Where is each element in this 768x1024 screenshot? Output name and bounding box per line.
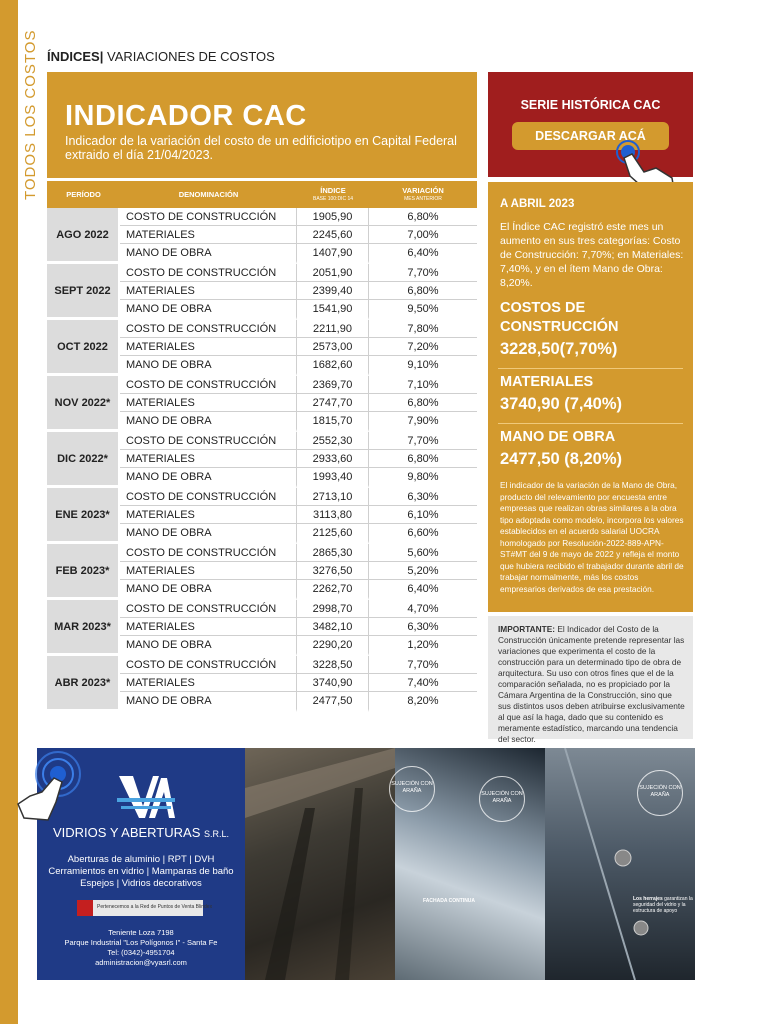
index-cell: 2477,50 — [297, 692, 369, 712]
ad-company: VIDRIOS Y ABERTURAS S.R.L. — [52, 825, 230, 840]
period-cell: NOV 2022* — [47, 376, 120, 432]
index-cell: 3482,10 — [297, 618, 369, 636]
variation-cell: 7,20% — [369, 338, 477, 356]
variation-cell: 6,80% — [369, 282, 477, 300]
period-cell: AGO 2022 — [47, 208, 120, 264]
variation-cell: 9,50% — [369, 300, 477, 320]
hand-pointer-icon — [12, 746, 102, 826]
denomination-cell: MANO DE OBRA — [120, 244, 297, 264]
stamp-badge: SUJECIÓN CON ARAÑA — [389, 766, 435, 812]
info-note: El indicador de la variación de la Mano de Obra, producto del relevamiento por encuesta entre empresas que realizan obras similares a la obra tipo adoptada como modelo, incorpora los valores establecidos en el acuerdo salarial UOCRA homologado por Resolución-2022-889-APN- ST#MT del 9 de mayo de 2022 y refleja el monto que hubiera recibido el trabajador durante abril de trabajar normalmente, más los costos empresarios derivados de esa prestación. — [500, 480, 684, 594]
index-cell: 2211,90 — [297, 320, 369, 338]
variation-cell: 6,30% — [369, 488, 477, 506]
section-label: ÍNDICES — [47, 49, 100, 64]
denomination-cell: COSTO DE CONSTRUCCIÓN — [120, 488, 297, 506]
info-box — [488, 182, 693, 612]
denomination-cell: COSTO DE CONSTRUCCIÓN — [120, 600, 297, 618]
denomination-cell: COSTO DE CONSTRUCCIÓN — [120, 376, 297, 394]
variation-cell: 6,60% — [369, 524, 477, 544]
period-cell: SEPT 2022 — [47, 264, 120, 320]
variation-cell: 6,80% — [369, 394, 477, 412]
variation-cell: 6,80% — [369, 450, 477, 468]
table-row — [47, 208, 477, 226]
period-cell: ABR 2023* — [47, 656, 120, 712]
denomination-cell: MATERIALES — [120, 226, 297, 244]
mano-label: MANO DE OBRA — [500, 429, 616, 445]
denomination-cell: MANO DE OBRA — [120, 300, 297, 320]
denomination-cell: MATERIALES — [120, 618, 297, 636]
period-cell: MAR 2023* — [47, 600, 120, 656]
variation-cell: 7,40% — [369, 674, 477, 692]
index-cell: 2290,20 — [297, 636, 369, 656]
ad-photo-2 — [391, 748, 545, 980]
variation-cell: 7,70% — [369, 264, 477, 282]
costos-label: COSTOS DE CONSTRUCCIÓN — [500, 300, 619, 335]
index-cell: 1407,90 — [297, 244, 369, 264]
important-box — [488, 616, 693, 744]
materiales-label: MATERIALES — [500, 374, 594, 390]
denomination-cell: COSTO DE CONSTRUCCIÓN — [120, 544, 297, 562]
period-cell: DIC 2022* — [47, 432, 120, 488]
ad-photo-3 — [545, 748, 695, 980]
photo-caption: Los herrajes garantizan la seguridad del vidrio y la estructura de apoyo — [633, 896, 693, 914]
denomination-cell: MANO DE OBRA — [120, 524, 297, 544]
serie-title: SERIE HISTÓRICA CAC — [520, 98, 661, 112]
section-header — [47, 49, 275, 64]
denomination-cell: MATERIALES — [120, 674, 297, 692]
variation-cell: 9,10% — [369, 356, 477, 376]
page-subtitle: Indicador de la variación del costo de un edificiotipo en Capital Federal extraido el día 21/04/2023. — [65, 134, 457, 162]
important-body: El Indicador del Costo de la Construcción únicamente pretende representar las variaciones que experimenta el costo de la construcción para un determinado tipo de obra de arquitectura. Su uso con otros fines que el de la comparación señalada, no es propiciado por la Cámara Argentina de la Construcción, sino que sus distintos usos deben atribuirse exclusivamente al que así la haga, dado que su contenido es meramente estadístico, marcando una tendencia del sector. — [498, 624, 685, 744]
denomination-cell: MANO DE OBRA — [120, 356, 297, 376]
table-row — [47, 320, 477, 338]
divider — [498, 423, 683, 424]
variation-cell: 9,80% — [369, 468, 477, 488]
ad-services: Aberturas de aluminio | RPT | DVH Cerramientos en vidrio | Mamparas de baño Espejos | Vidrios decorativos — [48, 854, 234, 889]
variation-cell: 7,70% — [369, 656, 477, 674]
index-cell: 1541,90 — [297, 300, 369, 320]
hero-banner — [47, 72, 477, 178]
index-cell: 3740,90 — [297, 674, 369, 692]
denomination-cell: MANO DE OBRA — [120, 692, 297, 712]
header-index: ÍNDICE BASE 100:DIC 14 — [297, 181, 369, 208]
denomination-cell: MANO DE OBRA — [120, 636, 297, 656]
photo-caption: FACHADA CONTINUA — [423, 898, 476, 904]
index-cell: 3276,50 — [297, 562, 369, 580]
variation-cell: 5,20% — [369, 562, 477, 580]
denomination-cell: MANO DE OBRA — [120, 412, 297, 432]
section-separator: | — [99, 49, 104, 64]
variation-cell: 1,20% — [369, 636, 477, 656]
variation-cell: 7,90% — [369, 412, 477, 432]
index-cell: 2933,60 — [297, 450, 369, 468]
stamp-badge: SUJECIÓN CON ARAÑA — [637, 770, 683, 816]
divider — [498, 368, 683, 369]
denomination-cell: COSTO DE CONSTRUCCIÓN — [120, 656, 297, 674]
download-button[interactable]: DESCARGAR ACÁ — [512, 122, 669, 150]
period-cell: OCT 2022 — [47, 320, 120, 376]
table-row — [47, 544, 477, 562]
variation-cell: 6,40% — [369, 244, 477, 264]
table-header-row — [47, 181, 477, 208]
index-cell: 1905,90 — [297, 208, 369, 226]
denomination-cell: MATERIALES — [120, 450, 297, 468]
mano-value: 2477,50 (8,20%) — [500, 450, 623, 468]
info-intro: El Índice CAC registró este mes un aumento en sus tres categorías: Costo de Construcción: 7,70%; en Materiales: 7,40%, y en el ítem Mano de Obra: 8,20%. — [500, 221, 684, 289]
header-period: PERÍODO — [47, 181, 120, 208]
denomination-cell: MATERIALES — [120, 282, 297, 300]
variation-cell: 5,60% — [369, 544, 477, 562]
header-denomination: DENOMINACIÓN — [120, 181, 297, 208]
table-row — [47, 376, 477, 394]
table-row — [47, 488, 477, 506]
index-cell: 3228,50 — [297, 656, 369, 674]
page-title: INDICADOR CAC — [65, 100, 307, 132]
va-logo-icon — [115, 772, 177, 824]
index-cell: 2713,10 — [297, 488, 369, 506]
variation-cell: 6,40% — [369, 580, 477, 600]
index-cell: 1815,70 — [297, 412, 369, 432]
index-cell: 2245,60 — [297, 226, 369, 244]
stamp-badge: SUJECIÓN CON ARAÑA — [479, 776, 525, 822]
table-row — [47, 656, 477, 674]
index-cell: 1993,40 — [297, 468, 369, 488]
denomination-cell: MATERIALES — [120, 506, 297, 524]
denomination-cell: MATERIALES — [120, 394, 297, 412]
important-label: IMPORTANTE: — [498, 624, 555, 634]
denomination-cell: MATERIALES — [120, 562, 297, 580]
variation-cell: 7,10% — [369, 376, 477, 394]
index-cell: 2369,70 — [297, 376, 369, 394]
index-cell: 2865,30 — [297, 544, 369, 562]
sidebar-label: TODOS LOS COSTOS — [22, 29, 39, 200]
variation-cell: 6,10% — [369, 506, 477, 524]
variation-cell: 7,80% — [369, 320, 477, 338]
denomination-cell: MANO DE OBRA — [120, 580, 297, 600]
ad-contact: Teniente Loza 7198 Parque Industrial "Los Polígonos I" - Santa Fe Tel: (0342)-4951704 administracion@vyasrl.com — [64, 928, 218, 967]
cac-table — [47, 181, 477, 712]
materiales-value: 3740,90 (7,40%) — [500, 395, 623, 413]
costos-value: 3228,50(7,70%) — [500, 340, 618, 358]
period-cell: ENE 2023* — [47, 488, 120, 544]
index-cell: 3113,80 — [297, 506, 369, 524]
denomination-cell: COSTO DE CONSTRUCCIÓN — [120, 208, 297, 226]
index-cell: 2747,70 — [297, 394, 369, 412]
info-heading: A ABRIL 2023 — [500, 198, 575, 210]
denomination-cell: COSTO DE CONSTRUCCIÓN — [120, 320, 297, 338]
blindex-badge: Pertenecemos a la Red de Puntos de Venta Blindex — [77, 900, 203, 916]
index-cell: 2125,60 — [297, 524, 369, 544]
index-cell: 2051,90 — [297, 264, 369, 282]
table-row — [47, 600, 477, 618]
index-cell: 2552,30 — [297, 432, 369, 450]
variation-cell: 7,00% — [369, 226, 477, 244]
denomination-cell: COSTO DE CONSTRUCCIÓN — [120, 264, 297, 282]
period-cell: FEB 2023* — [47, 544, 120, 600]
header-variation: VARIACIÓN MES ANTERIOR — [369, 181, 477, 208]
advertisement[interactable] — [37, 748, 695, 980]
index-cell: 1682,60 — [297, 356, 369, 376]
variation-cell: 6,30% — [369, 618, 477, 636]
ad-photo-1 — [245, 748, 395, 980]
important-text — [498, 624, 686, 745]
variation-cell: 7,70% — [369, 432, 477, 450]
index-cell: 2399,40 — [297, 282, 369, 300]
index-cell: 2262,70 — [297, 580, 369, 600]
variation-cell: 8,20% — [369, 692, 477, 712]
table-row — [47, 432, 477, 450]
denomination-cell: COSTO DE CONSTRUCCIÓN — [120, 432, 297, 450]
section-title: VARIACIONES DE COSTOS — [107, 49, 275, 64]
variation-cell: 4,70% — [369, 600, 477, 618]
table-row — [47, 264, 477, 282]
denomination-cell: MATERIALES — [120, 338, 297, 356]
index-cell: 2998,70 — [297, 600, 369, 618]
variation-cell: 6,80% — [369, 208, 477, 226]
index-cell: 2573,00 — [297, 338, 369, 356]
denomination-cell: MANO DE OBRA — [120, 468, 297, 488]
sidebar-bar — [0, 0, 18, 1024]
